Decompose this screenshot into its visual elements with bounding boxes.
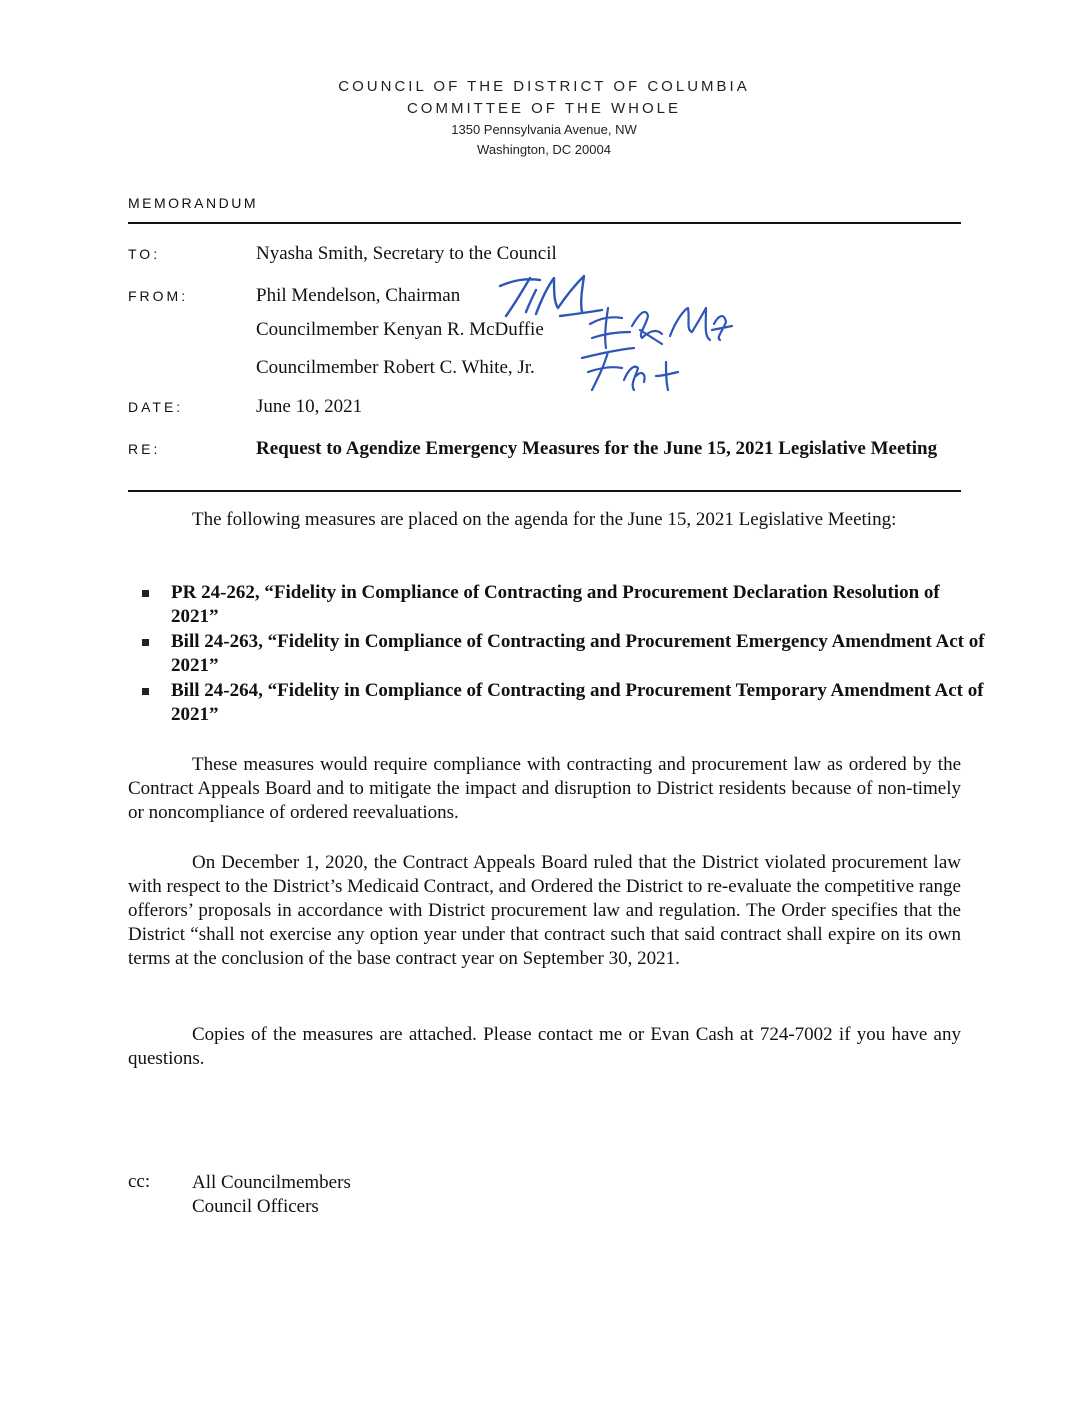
date-value: June 10, 2021: [256, 396, 363, 417]
to-value: Nyasha Smith, Secretary to the Council: [256, 243, 557, 264]
header-rule-top: [128, 222, 961, 224]
cc-recipient: Council Officers: [192, 1196, 319, 1217]
body-paragraph-3: Copies of the measures are attached. Please contact me or Evan Cash at 724-7002 if you have any questions.: [128, 1024, 961, 1069]
body-paragraph-2: On December 1, 2020, the Contract Appeals Board ruled that the District violated procurement law with respect to the District’s Medicaid Contract, and Ordered the District to re-evaluate the competitive range offerors’ proposals in accordance with District procurement law and regulation. The Order specifies that the District “shall not exercise any option year under that contract such that said contract shall expire on its own terms at the conclusion of the base contract year on September 30, 2021.: [128, 852, 961, 969]
letterhead: [0, 76, 1088, 160]
list-item: Bill 24-264, “Fidelity in Compliance of Contracting and Procurement Temporary Amendment Act of 2021”: [128, 679, 988, 727]
list-item: PR 24-262, “Fidelity in Compliance of Contracting and Procurement Declaration Resolution of 2021”: [128, 581, 988, 629]
letterhead-address: 1350 Pennsylvania Avenue, NW: [451, 122, 637, 137]
header-rule-bottom: [128, 490, 961, 492]
date-label: DATE:: [128, 399, 184, 415]
intro-paragraph: The following measures are placed on the agenda for the June 15, 2021 Legislative Meeting:: [192, 509, 897, 530]
letterhead-city: Washington, DC 20004: [477, 142, 611, 157]
memo-label: MEMORANDUM: [128, 195, 258, 211]
cc-label: cc:: [128, 1171, 151, 1192]
list-item: Bill 24-263, “Fidelity in Compliance of Contracting and Procurement Emergency Amendment Act of 2021”: [128, 630, 988, 678]
re-subject: Request to Agendize Emergency Measures for the June 15, 2021 Legislative Meeting: [256, 438, 938, 459]
cc-recipients: [192, 1171, 351, 1219]
bullet-icon: [142, 639, 149, 646]
body-paragraph-1: These measures would require compliance with contracting and procurement law as ordered by the Contract Appeals Board and to mitigate the impact and disruption to District residents because of non-timely or noncompliance of ordered reevaluations.: [128, 754, 961, 823]
to-label: TO:: [128, 246, 161, 262]
letterhead-org: COUNCIL OF THE DISTRICT OF COLUMBIA: [338, 78, 750, 95]
measure-list: [128, 581, 988, 728]
re-label: RE:: [128, 441, 161, 457]
letterhead-committee: COMMITTEE OF THE WHOLE: [406, 100, 682, 117]
signature-white: [578, 346, 688, 398]
from-label: FROM:: [128, 288, 189, 304]
cc-recipient: All Councilmembers: [192, 1172, 351, 1193]
from-councilmember-white: Councilmember Robert C. White, Jr.: [256, 357, 535, 378]
from-councilmember-mcduffie: Councilmember Kenyan R. McDuffie: [256, 319, 544, 340]
from-chairman: Phil Mendelson, Chairman: [256, 285, 461, 306]
bullet-icon: [142, 688, 149, 695]
bullet-icon: [142, 590, 149, 597]
